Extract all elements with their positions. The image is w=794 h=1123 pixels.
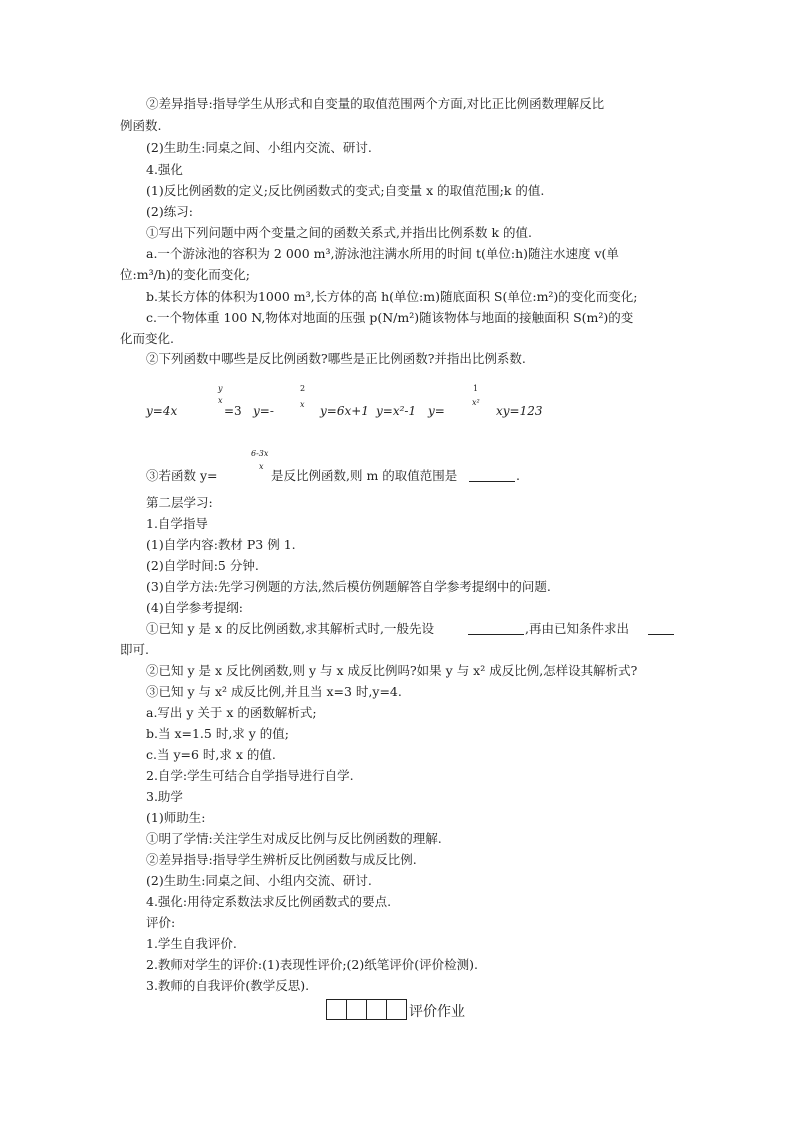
- text-line: (2)生助生:同桌之间、小组内交流、研讨.: [146, 140, 372, 155]
- text-line: c.一个物体重 100 N,物体对地面的压强 p(N/m²)随该物体与地面的接触面积 S(m²)的变: [146, 310, 634, 325]
- fraction-numerator: 2: [300, 384, 306, 393]
- formula-6: y=x²-1: [376, 404, 417, 418]
- text-line: (2)自学时间:5 分钟.: [146, 558, 259, 573]
- text-line: (1)反比例函数的定义;反比例函数式的变式;自变量 x 的取值范围;k 的值.: [146, 183, 545, 198]
- formula-2-tail: =3: [224, 404, 242, 418]
- formula-5: y=6x+1: [320, 404, 369, 418]
- text-line: 3.教师的自我评价(教学反思).: [146, 978, 310, 993]
- question-4-mid: ,再由已知条件求出: [525, 621, 629, 636]
- text-line: 1.自学指导: [146, 516, 208, 531]
- text-line: ②下列函数中哪些是反比例函数?哪些是正比例函数?并指出比例系数.: [146, 351, 526, 366]
- answer-blank[interactable]: [469, 469, 515, 482]
- box: [346, 999, 367, 1020]
- question-4-lead: ①已知 y 是 x 的反比例函数,求其解析式时,一般先设: [146, 621, 434, 636]
- fraction-denominator: x: [259, 462, 264, 471]
- footer-label: 评价作业: [409, 1004, 465, 1020]
- box: [326, 999, 347, 1020]
- formula-9: xy=123: [496, 404, 543, 418]
- text-line: 4.强化: [146, 162, 183, 177]
- text-line: c.当 y=6 时,求 x 的值.: [146, 747, 276, 762]
- text-line: ③已知 y 与 x² 成反比例,并且当 x=3 时,y=4.: [146, 684, 402, 699]
- text-line: a.写出 y 关于 x 的函数解析式;: [146, 705, 317, 720]
- text-line: 1.学生自我评价.: [146, 936, 237, 951]
- box: [386, 999, 407, 1020]
- evaluation-boxes: [327, 999, 407, 1020]
- fraction-denominator: x: [218, 396, 223, 405]
- text-line: (3)自学方法:先学习例题的方法,然后模仿例题解答自学参考提纲中的问题.: [146, 579, 551, 594]
- text-line: 3.助学: [146, 789, 183, 804]
- text-line: (1)师助生:: [146, 810, 206, 825]
- formula-7: y=: [428, 404, 445, 418]
- box: [366, 999, 387, 1020]
- text-line: ②已知 y 是 x 反比例函数,则 y 与 x 成反比例吗?如果 y 与 x² 成反比例,怎样设其解析式?: [146, 663, 638, 678]
- fraction-denominator: x²: [472, 398, 480, 407]
- text-line: ②差异指导:指导学生从形式和自变量的取值范围两个方面,对比正比例函数理解反比: [146, 96, 605, 111]
- text-line: ②差异指导:指导学生辨析反比例函数与成反比例.: [146, 852, 417, 867]
- text-line: 化而变化.: [120, 331, 174, 346]
- text-line: 例函数.: [120, 118, 162, 133]
- fraction-numerator: 1: [473, 384, 479, 393]
- formula-1: y=4x: [146, 404, 178, 418]
- text-line: (4)自学参考提纲:: [146, 600, 243, 615]
- question-3-body: 是反比例函数,则 m 的取值范围是: [271, 468, 458, 483]
- text-line: (1)自学内容:教材 P3 例 1.: [146, 537, 296, 552]
- question-3-lead: ③若函数 y=: [146, 468, 218, 483]
- text-line: 2.教师对学生的评价:(1)表现性评价;(2)纸笔评价(评价检测).: [146, 957, 478, 972]
- answer-blank[interactable]: [468, 622, 524, 635]
- text-line: 即可.: [120, 642, 149, 657]
- fraction-numerator: y: [218, 384, 223, 393]
- text-line: 评价:: [146, 915, 176, 930]
- text-line: b.某长方体的体积为1000 m³,长方体的高 h(单位:m)随底面积 S(单位:m²)的变化而变化;: [146, 289, 638, 304]
- text-line: ①写出下列问题中两个变量之间的函数关系式,并指出比例系数 k 的值.: [146, 225, 532, 240]
- answer-blank[interactable]: [648, 622, 674, 635]
- text-line: 位:m³/h)的变化而变化;: [120, 267, 250, 282]
- text-line: 4.强化:用待定系数法求反比例函数式的要点.: [146, 894, 392, 909]
- fraction-denominator: x: [300, 400, 305, 409]
- section-heading: 第二层学习:: [146, 495, 213, 510]
- text-line: (2)生助生:同桌之间、小组内交流、研讨.: [146, 873, 372, 888]
- text-line: a.一个游泳池的容积为 2 000 m³,游泳池注满水所用的时间 t(单位:h)随注水速度 v(单: [146, 246, 619, 261]
- fraction-numerator: 6-3x: [251, 449, 269, 458]
- text-line: ①明了学情:关注学生对成反比例与反比例函数的理解.: [146, 831, 442, 846]
- question-3-end: .: [516, 468, 520, 483]
- text-line: b.当 x=1.5 时,求 y 的值;: [146, 726, 290, 741]
- text-line: (2)练习:: [146, 204, 193, 219]
- text-line: 2.自学:学生可结合自学指导进行自学.: [146, 768, 354, 783]
- formula-3: y=-: [253, 404, 274, 418]
